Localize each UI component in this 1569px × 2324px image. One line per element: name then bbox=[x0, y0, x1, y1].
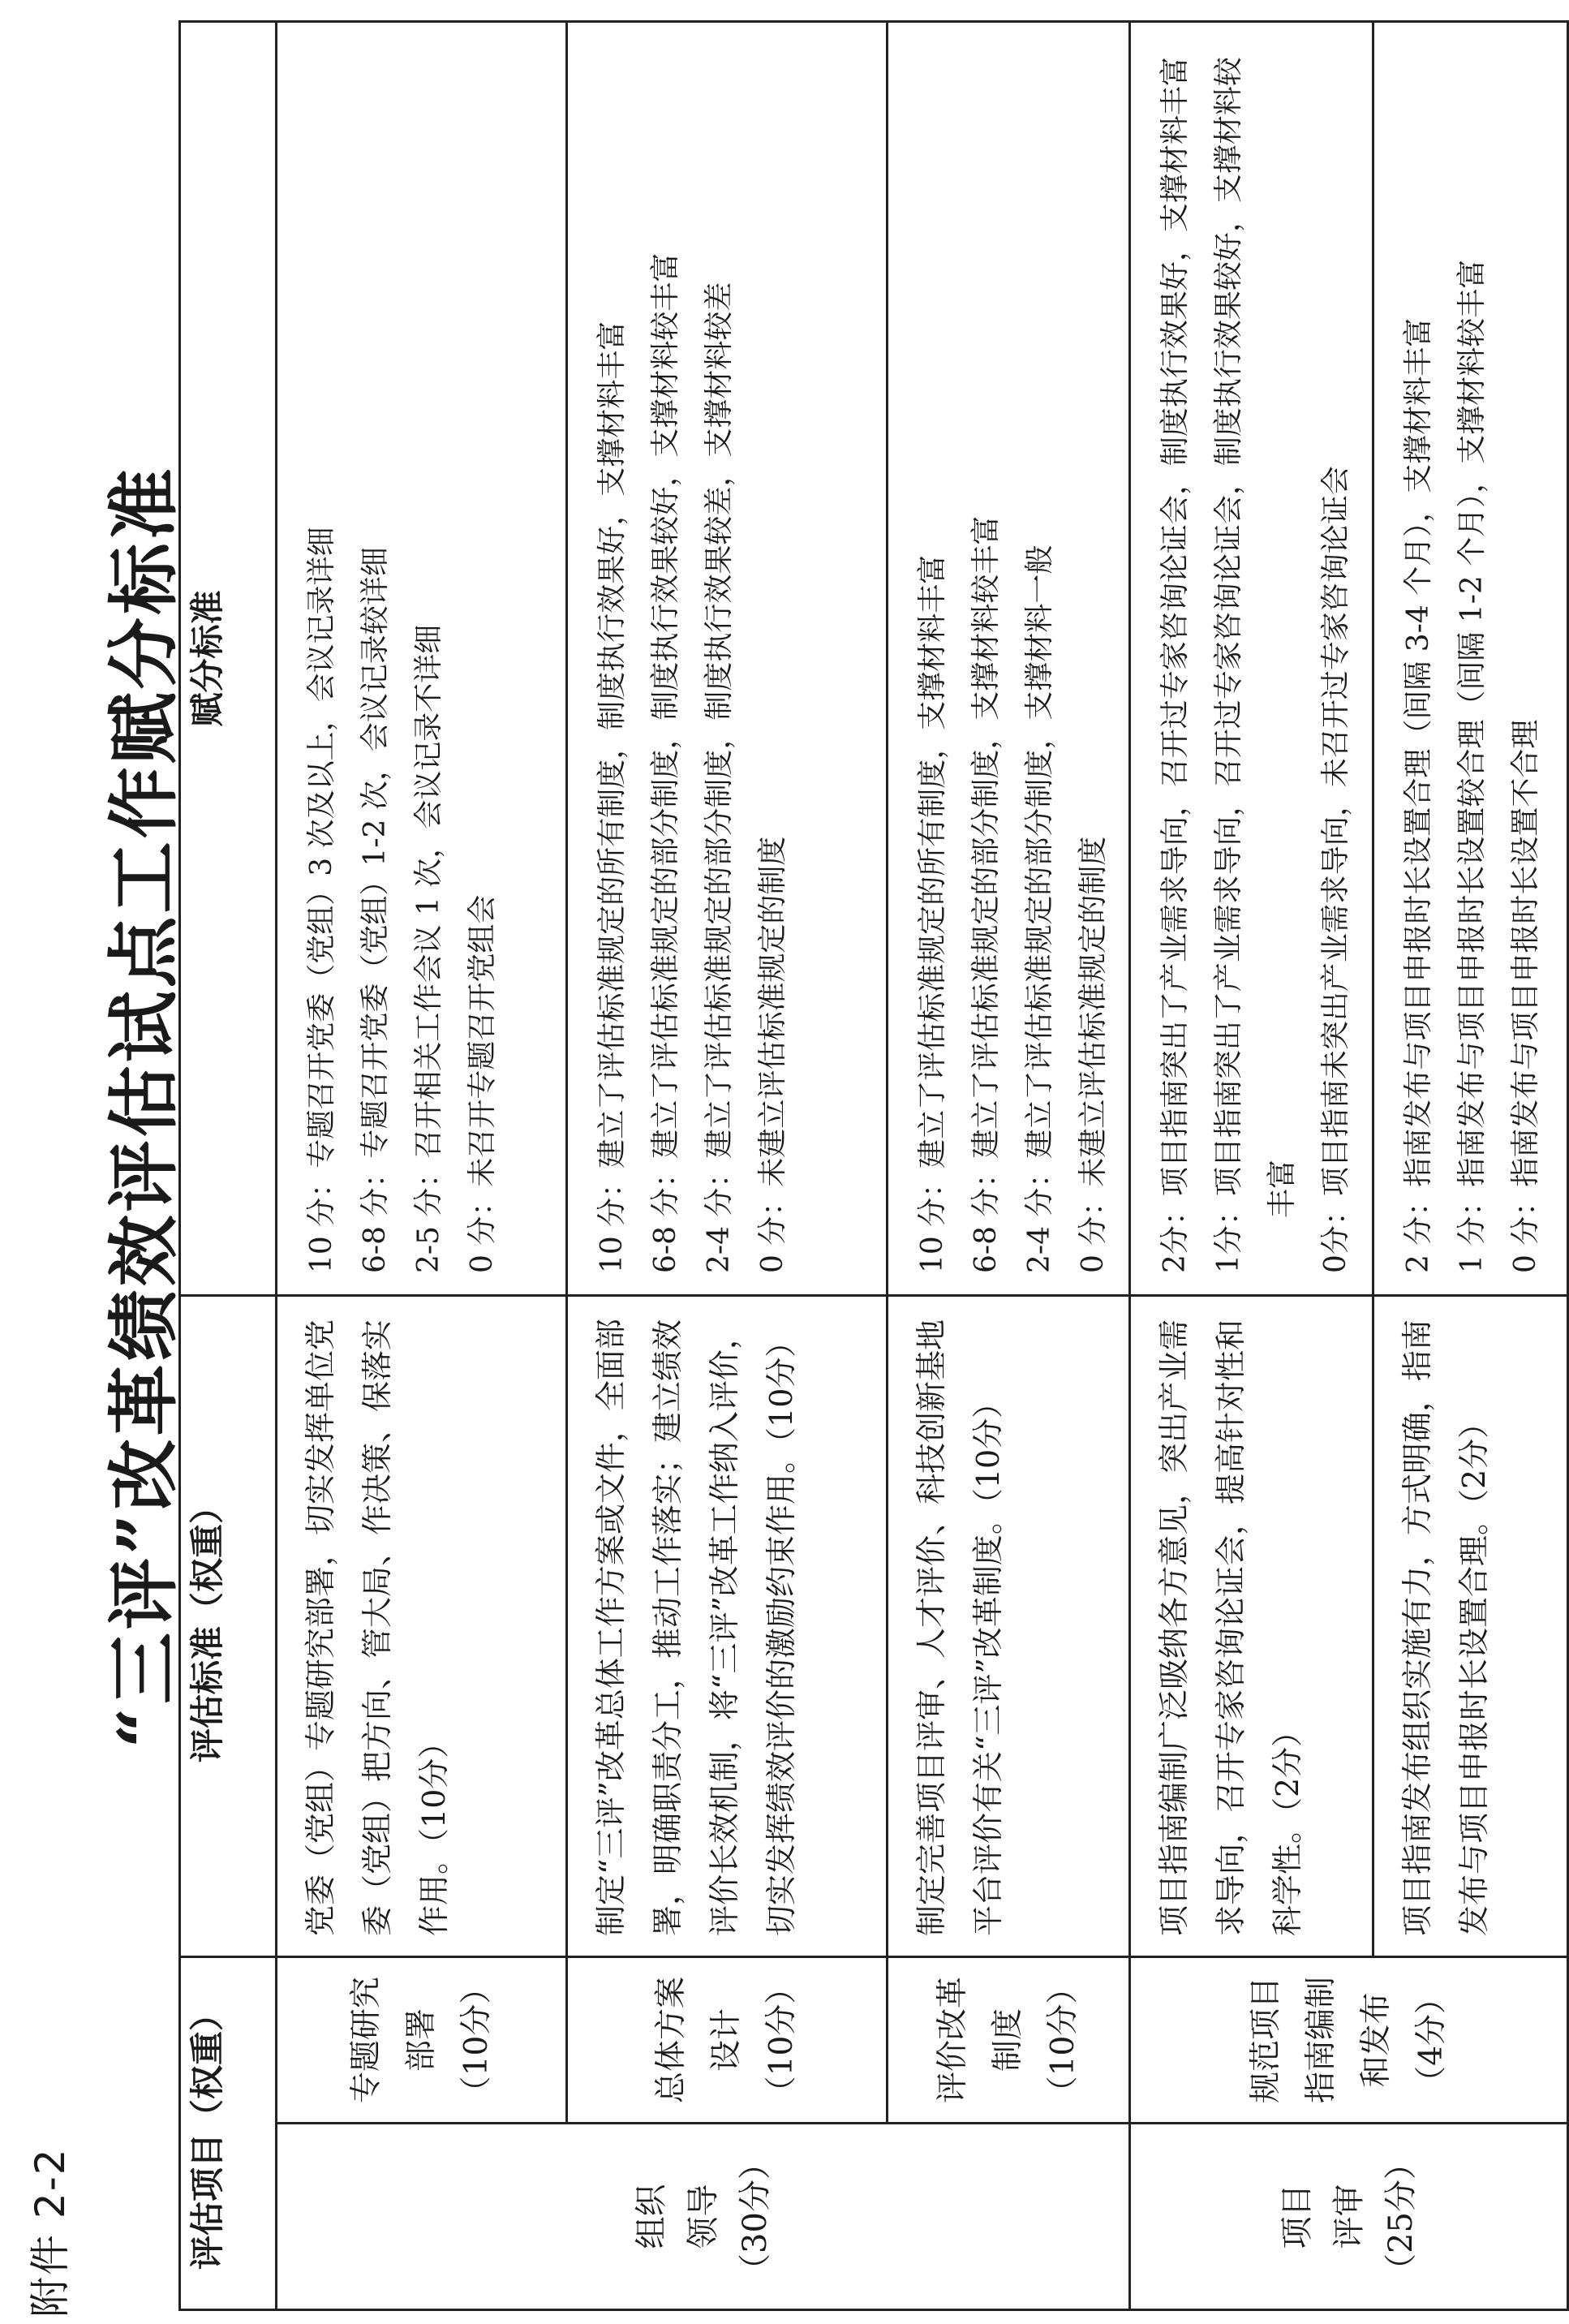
table-row bbox=[1130, 21, 1373, 2309]
score-line: 0 分：未召开专题召开党组会 bbox=[466, 894, 499, 1273]
table-row bbox=[567, 21, 888, 2309]
score-cell bbox=[1373, 21, 1568, 1295]
category-cell bbox=[277, 2124, 1130, 2310]
criteria-cell: 制定完善项目评审、人才评价、科技创新基地平台评价有关“三评”改革制度。（10分） bbox=[888, 1295, 1130, 1956]
category-line: （30分） bbox=[736, 2147, 774, 2286]
item-line: （10分） bbox=[1045, 1972, 1081, 2108]
item-cell bbox=[888, 1956, 1130, 2123]
item-cell bbox=[1130, 1956, 1568, 2123]
category-line: 项目 bbox=[1278, 2184, 1316, 2249]
score-line: 0分：项目指南未突出产业需求导向，未召开过专家咨询论证会 bbox=[1319, 466, 1352, 1273]
score-line: 10 分：专题召开党委（党组）3 次及以上，会议记录详细 bbox=[305, 527, 338, 1273]
item-line: 专题研究 bbox=[347, 1976, 385, 2103]
score-line: 2-4 分：建立了评估标准规定的部分制度，支撑材料一般 bbox=[1023, 544, 1056, 1273]
annex-label: 附件 2-2 bbox=[27, 2147, 74, 2318]
criteria-cell: 项目指南发布组织实施有力，方式明确，指南发布与项目申报时长设置合理。（2分） bbox=[1373, 1295, 1568, 1956]
category-line: 组织 bbox=[632, 2184, 670, 2249]
item-line: （10分） bbox=[763, 1972, 800, 2108]
header-criteria: 评估标准（权重） bbox=[180, 1295, 277, 1956]
item-line: 部署 bbox=[402, 2008, 440, 2072]
scoring-table bbox=[178, 20, 1569, 2311]
category-line: （25分） bbox=[1382, 2147, 1420, 2286]
score-line: 1 分：指南发布与项目申报时长设置较合理（间隔 1-2 个月），支撑材料较丰富 bbox=[1455, 259, 1489, 1273]
score-line: 0 分：未建立评估标准规定的制度 bbox=[1077, 836, 1110, 1273]
criteria-cell: 党委（党组）专题研究部署，切实发挥单位党委（党组）把方向、管大局、作决策、保落实作用。（10分） bbox=[277, 1295, 567, 1956]
score-cell bbox=[1130, 21, 1373, 1295]
category-line: 评审 bbox=[1330, 2184, 1368, 2249]
score-line: 6-8 分：建立了评估标准规定的部分制度，制度执行效果较好，支撑材料较丰富 bbox=[649, 252, 682, 1273]
score-line: 10 分：建立了评估标准规定的所有制度，支撑材料丰富 bbox=[916, 554, 949, 1273]
criteria-cell: 项目指南编制广泛吸纳各方意见，突出产业需求导向，召开专家咨询论证会，提高针对性和科学性。（2分） bbox=[1130, 1295, 1373, 1956]
table-row bbox=[888, 21, 1130, 2309]
score-line: 2分：项目指南突出了产业需求导向，召开过专家咨询论证会，制度执行效果好，支撑材料丰富 bbox=[1158, 57, 1192, 1273]
score-line: 1分：项目指南突出了产业需求导向，召开过专家咨询论证会，制度执行效果较好，支撑材料较丰富 bbox=[1212, 57, 1299, 1273]
score-line: 2-5 分：召开相关工作会议 1 次，会议记录不详细 bbox=[412, 624, 445, 1273]
item-line: 设计 bbox=[708, 2008, 745, 2072]
item-line: （4分） bbox=[1412, 1982, 1450, 2098]
item-line: 总体方案 bbox=[653, 1976, 690, 2103]
item-line: 制度 bbox=[990, 2008, 1026, 2072]
item-line: 和发布 bbox=[1357, 1992, 1395, 2088]
score-line: 0 分：未建立评估标准规定的制度 bbox=[756, 836, 789, 1273]
item-line: 规范项目 bbox=[1247, 1976, 1284, 2103]
header-scoring: 赋分标准 bbox=[180, 21, 277, 1295]
item-line: （10分） bbox=[458, 1972, 495, 2108]
category-cell bbox=[1130, 2124, 1568, 2310]
score-cell bbox=[277, 21, 567, 1295]
score-line: 0 分：指南发布与项目申报时长设置不合理 bbox=[1509, 719, 1542, 1273]
score-line: 6-8 分：建立了评估标准规定的部分制度，支撑材料较丰富 bbox=[969, 515, 1003, 1273]
item-line: 指南编制 bbox=[1302, 1976, 1339, 2103]
score-line: 10 分：建立了评估标准规定的所有制度，制度执行效果好，支撑材料丰富 bbox=[595, 321, 629, 1273]
item-cell bbox=[277, 1956, 567, 2123]
score-cell bbox=[567, 21, 888, 1295]
score-line: 2 分：指南发布与项目申报时长设置合理（间隔 3-4 个月），支撑材料丰富 bbox=[1402, 317, 1435, 1273]
table-row bbox=[277, 21, 567, 2309]
page-title: “三评”改革绩效评估试点工作赋分标准 bbox=[101, 465, 186, 1749]
criteria-cell: 制定“三评”改革总体工作方案或文件，全面部署，明确职责分工，推动工作落实；建立绩效评价长效机制，将“三评”改革工作纳入评价，切实发挥绩效评价的激励约束作用。（10分） bbox=[567, 1295, 888, 1956]
score-line: 2-4 分：建立了评估标准规定的部分制度，制度执行效果较差，支撑材料较差 bbox=[703, 282, 736, 1273]
header-category: 评估项目（权重） bbox=[180, 1956, 277, 2309]
item-line: 评价改革 bbox=[935, 1976, 971, 2103]
table-header-row bbox=[180, 21, 277, 2309]
category-line: 领导 bbox=[684, 2184, 722, 2249]
score-cell bbox=[888, 21, 1130, 1295]
score-line: 6-8 分：专题召开党委（党组）1-2 次，会议记录较详细 bbox=[359, 547, 392, 1273]
item-cell bbox=[567, 1956, 888, 2123]
